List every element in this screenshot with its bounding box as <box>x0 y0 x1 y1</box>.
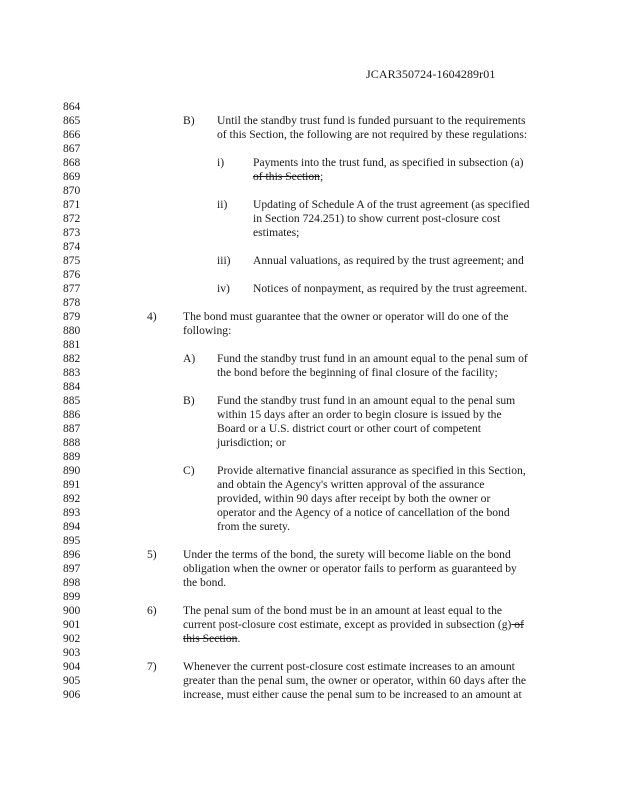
paragraph-line: from the surety. <box>217 520 290 533</box>
paragraph-line <box>183 618 524 632</box>
item-marker: 6) <box>147 604 157 617</box>
line-number: 868 <box>63 157 81 169</box>
line-number: 900 <box>63 605 81 617</box>
line-number: 895 <box>63 535 81 547</box>
paragraph-line: The bond must guarantee that the owner or operator will do one of the <box>183 310 509 323</box>
paragraph-line: Whenever the current post-closure cost estimate increases to an amount <box>183 660 515 673</box>
line-number: 898 <box>63 577 81 589</box>
item-marker: B) <box>183 114 195 127</box>
paragraph-line: the bond. <box>183 576 227 589</box>
line-number: 886 <box>63 409 81 421</box>
line-number: 893 <box>63 507 81 519</box>
paragraph-line: greater than the penal sum, the owner or operator, within 60 days after the <box>183 674 527 687</box>
line-number: 890 <box>63 465 81 477</box>
document-id-header: JCAR350724-1604289r01 <box>366 67 496 81</box>
item-marker: 4) <box>147 310 157 323</box>
line-number: 884 <box>63 381 81 393</box>
paragraph-line: jurisdiction; or <box>217 436 286 449</box>
item-marker: A) <box>183 352 196 365</box>
paragraph-line: operator and the Agency of a notice of cancellation of the bond <box>217 506 510 519</box>
line-number: 881 <box>63 339 81 351</box>
line-number: 897 <box>63 563 81 575</box>
paragraph-line <box>183 632 240 646</box>
paragraph-text: ; <box>319 170 324 183</box>
line-number: 877 <box>63 283 81 295</box>
paragraph-line: The penal sum of the bond must be in an amount at least equal to the <box>183 604 503 617</box>
line-number: 906 <box>63 689 81 701</box>
line-number: 883 <box>63 367 81 379</box>
line-number: 864 <box>63 101 81 113</box>
line-number: 889 <box>63 451 81 463</box>
paragraph-line: obligation when the owner or operator fails to perform as guaranteed by <box>183 562 517 575</box>
paragraph-line: of this Section, the following are not required by these regulations: <box>217 128 528 141</box>
line-number: 874 <box>63 241 81 253</box>
paragraph-line: Fund the standby trust fund in an amount equal to the penal sum <box>217 394 516 407</box>
line-number: 891 <box>63 479 81 491</box>
struck-text: of this Section <box>253 170 320 183</box>
paragraph-line: and obtain the Agency's written approval of the assurance <box>217 478 485 491</box>
line-number: 905 <box>63 675 81 687</box>
line-number: 866 <box>63 129 81 141</box>
paragraph-line: the bond before the beginning of final closure of the facility; <box>217 366 498 379</box>
paragraph-line: provided, within 90 days after receipt by both the owner or <box>217 492 491 505</box>
line-number: 871 <box>63 199 81 211</box>
item-marker: B) <box>183 394 195 407</box>
line-number: 879 <box>63 311 81 323</box>
struck-text: this Section <box>183 632 238 645</box>
line-number: 876 <box>63 269 81 281</box>
item-marker: i) <box>217 156 225 169</box>
line-number: 873 <box>63 227 81 239</box>
paragraph-line: Until the standby trust fund is funded pursuant to the requirements <box>217 114 526 127</box>
line-number: 902 <box>63 633 81 645</box>
line-number: 892 <box>63 493 81 505</box>
line-number: 870 <box>63 185 81 197</box>
paragraph-line: Annual valuations, as required by the trust agreement; and <box>253 254 524 267</box>
paragraph-line: Under the terms of the bond, the surety will become liable on the bond <box>183 548 511 561</box>
line-number: 885 <box>63 395 81 407</box>
paragraph-line: Notices of nonpayment, as required by the trust agreement. <box>253 282 528 295</box>
item-marker: C) <box>183 464 195 477</box>
line-number: 901 <box>63 619 81 631</box>
paragraph-line: following: <box>183 324 232 337</box>
line-number: 867 <box>63 143 81 155</box>
paragraph-line <box>253 170 323 184</box>
paragraph-line: Payments into the trust fund, as specified in subsection (a) <box>253 156 524 169</box>
line-number: 878 <box>63 297 81 309</box>
item-marker: iv) <box>217 282 230 295</box>
paragraph-line: Board or a U.S. district court or other court of competent <box>217 422 482 435</box>
line-number: 882 <box>63 353 81 365</box>
line-number: 875 <box>63 255 81 267</box>
line-number: 872 <box>63 213 81 225</box>
paragraph-text: current post-closure cost estimate, except as provided in subsection (g) <box>183 618 512 631</box>
paragraph-line: in Section 724.251) to show current post-closure cost <box>253 212 501 225</box>
line-number: 869 <box>63 171 81 183</box>
struck-text: of <box>511 618 524 631</box>
line-number: 880 <box>63 325 81 337</box>
line-number: 904 <box>63 661 81 673</box>
line-number: 899 <box>63 591 81 603</box>
line-number: 888 <box>63 437 81 449</box>
line-number: 865 <box>63 115 81 127</box>
item-marker: iii) <box>217 254 231 267</box>
line-number: 903 <box>63 647 81 659</box>
paragraph-text: . <box>237 632 241 645</box>
paragraph-line: estimates; <box>253 226 300 239</box>
item-marker: 5) <box>147 548 157 561</box>
line-number: 896 <box>63 549 81 561</box>
item-marker: ii) <box>217 198 228 211</box>
line-number: 887 <box>63 423 81 435</box>
paragraph-line: Provide alternative financial assurance as specified in this Section, <box>217 464 526 477</box>
paragraph-line: Fund the standby trust fund in an amount equal to the penal sum of <box>217 352 528 365</box>
paragraph-line: increase, must either cause the penal sum to be increased to an amount at <box>183 688 522 701</box>
paragraph-line: Updating of Schedule A of the trust agreement (as specified <box>253 198 530 211</box>
paragraph-line: within 15 days after an order to begin closure is issued by the <box>217 408 502 421</box>
item-marker: 7) <box>147 660 157 673</box>
line-number: 894 <box>63 521 81 533</box>
